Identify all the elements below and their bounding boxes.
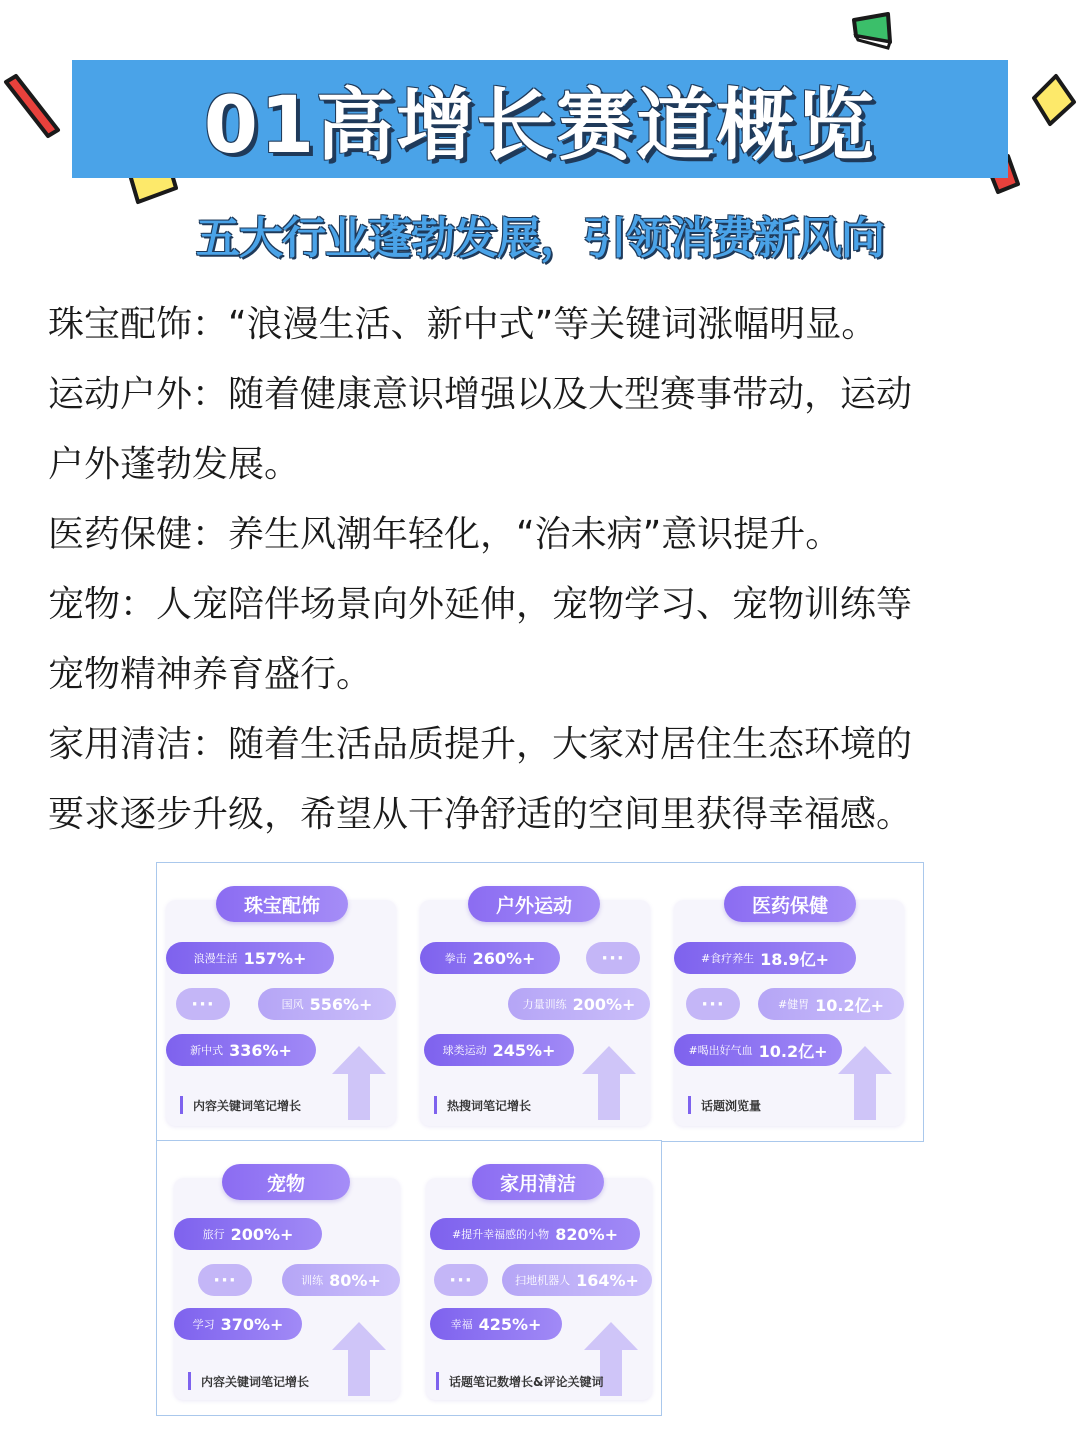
card-footer: 内容关键词笔记增长 [180, 1096, 301, 1114]
confetti-yellow-right-icon [1026, 68, 1080, 132]
card-pet [174, 1172, 400, 1400]
stat-pill: 新中式 336%+ [166, 1034, 316, 1066]
more-pill: ··· [586, 942, 640, 974]
stat-pill: 力量训练 200%+ [508, 988, 650, 1020]
up-arrow-icon [332, 1046, 386, 1120]
stat-pill: #健胃 10.2亿+ [758, 988, 904, 1020]
stat-pill: 学习 370%+ [174, 1308, 302, 1340]
body-text [48, 290, 1038, 850]
up-arrow-icon [582, 1046, 636, 1120]
page-title: 01高增长赛道概览 [203, 81, 877, 171]
card-head: 家用清洁 [472, 1164, 604, 1200]
stat-pill: 浪漫生活 157%+ [166, 942, 334, 974]
paragraph-cleaning: 家用清洁：随着生活品质提升，大家对居住生态环境的 要求逐步升级，希望从干净舒适的空间里获得幸福感。 [48, 724, 913, 835]
stat-pill: 扫地机器人 164%+ [502, 1264, 652, 1296]
card-cleaning [426, 1172, 652, 1400]
card-outdoor [420, 894, 650, 1126]
stat-pill: #喝出好气血 10.2亿+ [674, 1034, 842, 1066]
card-health [674, 894, 904, 1126]
card-head: 户外运动 [468, 886, 600, 922]
card-jewelry [166, 894, 396, 1126]
confetti-red-stick-icon [0, 70, 64, 140]
card-head: 医药保健 [724, 886, 856, 922]
stat-pill: 旅行 200%+ [174, 1218, 322, 1250]
paragraph-jewelry: 珠宝配饰：“浪漫生活、新中式”等关键词涨幅明显。 [48, 304, 878, 345]
page-subtitle: 五大行业蓬勃发展，引领消费新风向 [196, 213, 884, 264]
stat-pill: 拳击 260%+ [420, 942, 560, 974]
card-footer: 话题笔记数增长&评论关键词 [436, 1372, 603, 1390]
card-head: 宠物 [222, 1164, 350, 1200]
card-footer: 话题浏览量 [688, 1096, 761, 1114]
more-pill: ··· [176, 988, 230, 1020]
more-pill: ··· [434, 1264, 488, 1296]
more-pill: ··· [686, 988, 740, 1020]
up-arrow-icon [838, 1046, 892, 1120]
stat-pill: #食疗养生 18.9亿+ [674, 942, 856, 974]
stat-pill: 幸福 425%+ [430, 1308, 562, 1340]
card-footer: 内容关键词笔记增长 [188, 1372, 309, 1390]
up-arrow-icon [332, 1322, 386, 1396]
stat-pill: 球类运动 245%+ [424, 1034, 574, 1066]
card-head: 珠宝配饰 [216, 886, 348, 922]
confetti-green-icon [848, 10, 896, 50]
paragraph-pet: 宠物：人宠陪伴场景向外延伸，宠物学习、宠物训练等 宠物精神养育盛行。 [48, 584, 913, 695]
more-pill: ··· [198, 1264, 252, 1296]
stat-pill: 训练 80%+ [282, 1264, 400, 1296]
card-footer: 热搜词笔记增长 [434, 1096, 531, 1114]
paragraph-outdoor: 运动户外：随着健康意识增强以及大型赛事带动，运动 户外蓬勃发展。 [48, 374, 913, 485]
stat-pill: #提升幸福感的小物 820%+ [430, 1218, 640, 1250]
paragraph-health: 医药保健：养生风潮年轻化，“治未病”意识提升。 [48, 514, 842, 555]
stat-pill: 国风 556%+ [258, 988, 396, 1020]
